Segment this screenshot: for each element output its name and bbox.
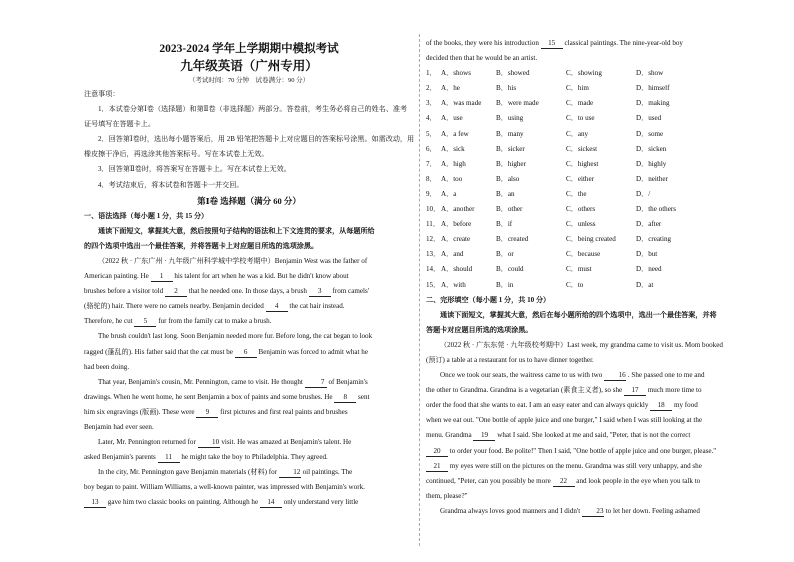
option-d: D．making xyxy=(636,99,670,108)
passage-line xyxy=(426,51,757,66)
passage-line xyxy=(84,450,414,465)
passage-line xyxy=(84,329,414,344)
option-b: B．or xyxy=(496,250,514,259)
option-c: C．being created xyxy=(566,235,616,244)
passage-text: (预订) a table at a restaurant for us to have dinner together. xyxy=(426,355,594,364)
passage-text: The brush couldn't last long. Soon Benjamin needed more fur. Before long, the cat began to look xyxy=(98,332,373,341)
passage-text: brushes before a visitor told xyxy=(84,287,165,296)
question-number: 9． xyxy=(426,189,437,198)
passage-text: had been doing. xyxy=(84,362,130,371)
option-row xyxy=(426,262,757,277)
option-b: B．if xyxy=(496,220,513,229)
passage-text: when we eat out. "One bottle of apple juice and one burger," I said when I was still looking at the xyxy=(426,416,703,425)
passage-text: Later, Mr. Pennington returned for xyxy=(98,438,198,447)
option-c: C．the xyxy=(566,189,587,198)
passage-line xyxy=(426,383,757,398)
passage-grammar xyxy=(84,254,414,511)
section2-heading: 二、完形填空（每小题 1 分，共 10 分） xyxy=(426,295,551,304)
question-number: 6． xyxy=(426,144,437,153)
passage-line xyxy=(426,353,757,368)
passage-text: menu. Grandma xyxy=(426,431,474,440)
option-row xyxy=(426,157,757,172)
option-d: D．used xyxy=(636,114,662,123)
passage-text: and look people in the eye when you talk to xyxy=(574,476,701,485)
passage-text: visit. He was amazed at Benjamin's talent. He xyxy=(219,438,352,447)
passage-text: Benjamin had ever seen. xyxy=(84,422,154,431)
answer-blank: 11 xyxy=(158,453,180,463)
passage-text: that he needed one. In those days, a brush xyxy=(186,287,309,296)
passage-line xyxy=(84,435,414,450)
passage-text: oil paintings. The xyxy=(300,468,353,477)
option-c: C．must xyxy=(566,265,592,274)
part-title: 第Ⅰ卷 选择题（满分 60 分） xyxy=(197,195,301,206)
option-b: B．an xyxy=(496,189,515,198)
option-d: D．some xyxy=(636,129,664,138)
option-d: D．/ xyxy=(636,189,651,198)
option-b: B．other xyxy=(496,205,523,214)
question-number: 13． xyxy=(426,250,441,259)
passage-text: classical paintings. The nine-year-old boy xyxy=(562,39,683,47)
passage-text: of Benjamin's xyxy=(326,377,368,386)
option-c: C．unless xyxy=(566,220,596,229)
exam-title: 2023-2024 学年上学期期中模拟考试 xyxy=(159,43,339,55)
passage-line xyxy=(84,299,414,314)
option-c: C．highest xyxy=(566,159,599,168)
option-d: D．sicken xyxy=(636,144,667,153)
passage-text: Grandma always loves good manners and I didn't xyxy=(440,506,582,515)
question-number: 12． xyxy=(426,235,441,244)
passage-text: the cat hair instead. xyxy=(287,302,345,311)
option-a: A．he xyxy=(441,84,460,93)
answer-blank: 14 xyxy=(260,498,282,508)
passage-text: my eyes were still on the pictures on the menu. Grandma was still very unhappy, and she xyxy=(448,461,702,470)
option-c: C．any xyxy=(566,129,589,138)
passage-text: asked Benjamin's parents xyxy=(84,453,158,462)
answer-blank: 21 xyxy=(426,462,448,472)
option-row xyxy=(426,127,757,142)
answer-blank: 23 xyxy=(582,507,604,517)
column-divider xyxy=(419,34,420,546)
option-row xyxy=(426,217,757,232)
option-b: B．also xyxy=(496,174,520,183)
option-a: A．and xyxy=(441,250,464,259)
answer-blank: 1 xyxy=(151,272,173,282)
passage-line xyxy=(426,368,757,383)
answer-blank: 16 xyxy=(604,371,626,381)
note-line: 2．回答第Ⅰ卷时，选出每小题答案后，用 2B 铅笔把答题卡上对应题目的答案标号涂黑。如需改动，用 xyxy=(98,135,414,144)
passage-line xyxy=(426,413,757,428)
answer-blank: 19 xyxy=(473,431,495,441)
option-row xyxy=(426,142,757,157)
option-b: B．using xyxy=(496,114,524,123)
passage-text: drawings. When he went home, he sent Benjamin a box of paints and some brushes. He xyxy=(84,392,335,401)
answer-blank: 17 xyxy=(624,386,646,396)
passage-line xyxy=(84,254,414,269)
option-c: C．to xyxy=(566,280,584,289)
passage-line xyxy=(426,444,757,459)
answer-blank: 9 xyxy=(196,408,218,418)
passage-text: of the books, they were his introduction xyxy=(426,39,541,47)
passage-text: （2022 秋 · 广东广州 · 九年级广州科学城中学校考期中）Benjamin West was the father of xyxy=(98,256,368,265)
answer-blank: 7 xyxy=(305,378,327,388)
section2-instructions: 答题卡对应题目所选的选项涂黑。 xyxy=(426,325,533,334)
note-line: 1．本试卷分第Ⅰ卷（选择题）和第Ⅱ卷（非选择题）两部分。答卷前，考生务必将自己的姓名、准考 xyxy=(98,105,408,114)
passage-line xyxy=(84,375,414,390)
option-b: B．created xyxy=(496,235,529,244)
question-number: 10． xyxy=(426,205,441,214)
exam-info: （考试时间：70 分钟 试卷满分：90 分） xyxy=(188,77,310,84)
option-d: D．the others xyxy=(636,205,676,214)
option-b: B．were made xyxy=(496,99,539,108)
question-number: 15． xyxy=(426,280,441,289)
answer-blank: 20 xyxy=(426,447,448,457)
passage-text: first pictures and first real paints and brushes xyxy=(218,407,348,416)
option-c: C．showing xyxy=(566,69,602,78)
passage-line xyxy=(84,314,414,329)
option-row xyxy=(426,187,757,202)
passage-text: Therefore, he cut xyxy=(84,317,135,326)
passage-line xyxy=(84,465,414,480)
passage-text: his talent for art when he was a kid. But he didn't know about xyxy=(172,272,349,281)
option-c: C．either xyxy=(566,174,594,183)
option-a: A．a xyxy=(441,189,457,198)
notes-list xyxy=(84,102,414,193)
passage-text: what I said. She looked at me and said, "Peter, that is not the correct xyxy=(495,431,691,440)
option-row xyxy=(426,232,757,247)
passage-text: Benjamin was forced to admit what he xyxy=(256,347,369,356)
passage-text: order the food that she wants to eat. I am an easy eater and can always quickly xyxy=(426,401,651,410)
passage-line xyxy=(426,504,757,519)
passage-line xyxy=(84,405,414,420)
passage-text: ragged (蓬乱的). His father said that the cat must be xyxy=(84,347,235,356)
option-row xyxy=(426,96,757,111)
answer-blank: 4 xyxy=(266,302,288,312)
note-line: 3．回答第Ⅱ卷时，将答案写在答题卡上。写在本试卷上无效。 xyxy=(98,165,291,174)
passage-line xyxy=(84,345,414,360)
option-a: A．use xyxy=(441,114,463,123)
passage-text: he might take the boy to Philadelphia. They agreed. xyxy=(179,453,328,462)
option-d: D．but xyxy=(636,250,658,259)
passage-line xyxy=(426,474,757,489)
option-d: D．need xyxy=(636,265,662,274)
section2-instructions: 通读下面短文，掌握其大意，然后在每小题所给的四个选项中，选出一个最佳答案，并将 xyxy=(440,310,717,319)
passage-line xyxy=(426,428,757,443)
question-number: 4． xyxy=(426,114,437,123)
question-number: 7． xyxy=(426,159,437,168)
option-b: B．could xyxy=(496,265,524,274)
exam-subtitle: 九年级英语（广州专用） xyxy=(180,59,318,73)
passage-text: to let her down. Feeling ashamed xyxy=(603,506,700,515)
option-a: A．another xyxy=(441,205,475,214)
passage-text: That year, Benjamin's cousin, Mr. Pennington, came to visit. He thought xyxy=(98,377,305,386)
passage-line xyxy=(84,480,414,495)
option-a: A．before xyxy=(441,220,472,229)
passage-text: them, please?" xyxy=(426,491,468,500)
option-a: A．too xyxy=(441,174,463,183)
passage-line xyxy=(426,398,757,413)
answer-blank: 6 xyxy=(235,348,257,358)
passage-text: only understand very little xyxy=(281,498,359,507)
passage-text: . She passed one to me and xyxy=(626,371,705,380)
option-b: B．his xyxy=(496,84,517,93)
passage-text: from camels' xyxy=(330,287,370,296)
passage-line xyxy=(426,489,757,504)
note-line: 4．考试结束后，将本试卷和答题卡一并交回。 xyxy=(98,180,244,189)
passage-line xyxy=(426,36,757,51)
option-a: A．shows xyxy=(441,69,471,78)
option-a: A．high xyxy=(441,159,466,168)
question-number: 14． xyxy=(426,265,441,274)
option-d: D．himself xyxy=(636,84,670,93)
answer-blank: 15 xyxy=(541,39,563,49)
option-a: A．create xyxy=(441,235,471,244)
section1-instructions: 通读下面短文，掌握其大意，然后按照句子结构的语法和上下文连贯的要求，从每题所给 xyxy=(98,226,375,235)
question-number: 8． xyxy=(426,174,437,183)
option-row xyxy=(426,278,757,293)
option-b: B．in xyxy=(496,280,514,289)
passage-grammar-continued xyxy=(426,36,757,66)
right-column xyxy=(426,36,757,519)
option-c: C．to use xyxy=(566,114,595,123)
passage-line xyxy=(84,420,414,435)
passage-line xyxy=(84,390,414,405)
section1-heading: 一、语法选择（每小题 1 分，共 15 分） xyxy=(84,211,209,220)
option-d: D．show xyxy=(636,69,664,78)
option-d: D．after xyxy=(636,220,662,229)
passage-text: my food xyxy=(672,401,698,410)
passage-line xyxy=(84,269,414,284)
note-line: 证号填写在答题卡上。 xyxy=(84,120,155,129)
option-c: C．made xyxy=(566,99,594,108)
passage-text: （2022 秋 · 广东东莞 · 九年级校考期中）Last week, my grandma came to visit us. Mom booked xyxy=(440,340,723,349)
notes-heading: 注意事项： xyxy=(84,90,120,98)
passage-text: American painting. He xyxy=(84,272,151,281)
option-d: D．highly xyxy=(636,159,667,168)
question-number: 11． xyxy=(426,220,440,229)
passage-text: boy began to paint. William Williams, a well-known painter, was impressed with Benjamin's work. xyxy=(84,483,365,492)
option-row xyxy=(426,81,757,96)
option-a: A．a few xyxy=(441,129,469,138)
answer-blank: 3 xyxy=(309,287,331,297)
passage-text: fur from the family cat to make a brush. xyxy=(156,317,272,326)
question-number: 3． xyxy=(426,99,437,108)
answer-blank: 10 xyxy=(198,438,220,448)
option-row xyxy=(426,172,757,187)
passage-line xyxy=(426,459,757,474)
note-line: 橡皮擦干净后，再选涂其他答案标号。写在本试卷上无效。 xyxy=(84,150,269,159)
answer-blank: 8 xyxy=(334,393,356,403)
passage-text: Once we took our seats, the waitress came to us with two xyxy=(440,371,605,380)
answer-blank: 2 xyxy=(165,287,187,297)
section1-instructions: 的四个选项中选出一个最佳答案，并将答题卡上对应题目所选的选项涂黑。 xyxy=(84,241,319,250)
question-number: 2． xyxy=(426,84,437,93)
question-number: 5． xyxy=(426,129,437,138)
option-c: C．because xyxy=(566,250,601,259)
passage-line xyxy=(84,360,414,375)
answer-blank: 5 xyxy=(134,317,156,327)
option-d: D．at xyxy=(636,280,654,289)
answer-blank: 22 xyxy=(553,477,575,487)
option-a: A．sick xyxy=(441,144,465,153)
passage-text: the other to Grandma. Grandma is a vegetarian (素食主义者), so she xyxy=(426,386,624,395)
passage-text: decided then that he would be an artist. xyxy=(426,54,538,63)
option-row xyxy=(426,66,757,81)
option-row xyxy=(426,247,757,262)
question-number: 1． xyxy=(426,69,437,78)
option-d: D．creating xyxy=(636,235,672,244)
option-a: A．was made xyxy=(441,99,482,108)
passage-text: him six engravings (版画). These were xyxy=(84,407,197,416)
option-b: B．higher xyxy=(496,159,526,168)
option-c: C．sickest xyxy=(566,144,598,153)
left-column xyxy=(84,36,414,511)
passage-text: In the city, Mr. Pennington gave Benjamin materials (材料) for xyxy=(98,468,279,477)
option-d: D．neither xyxy=(636,174,668,183)
option-b: B．many xyxy=(496,129,524,138)
passage-cloze xyxy=(426,338,757,519)
passage-line xyxy=(84,495,414,510)
answer-blank: 12 xyxy=(279,468,301,478)
option-b: B．showed xyxy=(496,69,530,78)
answer-blank: 13 xyxy=(84,498,106,508)
option-a: A．with xyxy=(441,280,466,289)
option-row xyxy=(426,202,757,217)
option-row xyxy=(426,111,757,126)
passage-text: sent xyxy=(356,392,370,401)
passage-text: much more time to xyxy=(645,386,702,395)
passage-text: (骆驼的) hair. There were no camels nearby. Benjamin decided xyxy=(84,302,266,311)
option-b: B．sicker xyxy=(496,144,525,153)
option-c: C．him xyxy=(566,84,589,93)
passage-text: gave him two classic books on painting. Although he xyxy=(106,498,260,507)
option-c: C．others xyxy=(566,205,596,214)
passage-text: continued, "Peter, can you possibly be more xyxy=(426,476,553,485)
answer-blank: 18 xyxy=(650,401,672,411)
passage-line xyxy=(84,284,414,299)
passage-line xyxy=(426,338,757,353)
passage-text: to order your food. Be polite!" Then I said, "One bottle of apple juice and one burger, please." xyxy=(448,446,717,455)
options-list xyxy=(426,66,757,292)
option-a: A．should xyxy=(441,265,473,274)
